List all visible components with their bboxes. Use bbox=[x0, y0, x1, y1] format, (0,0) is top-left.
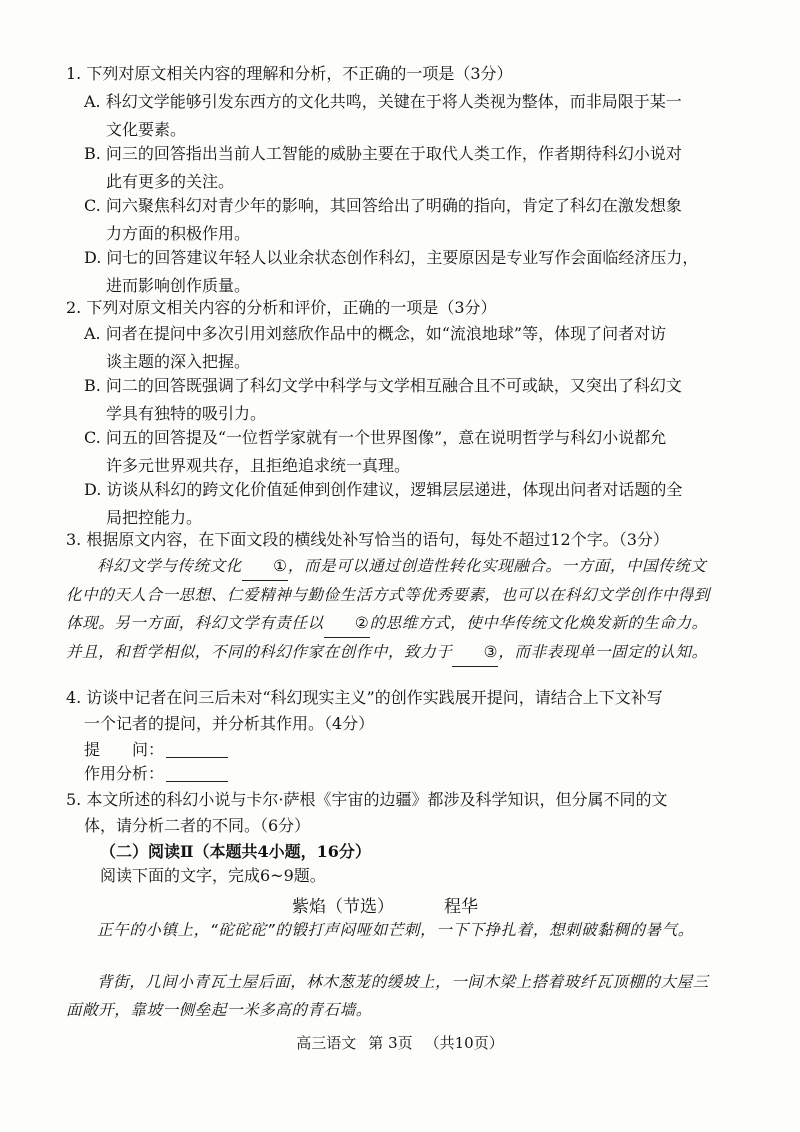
q2-option-d-line1: D. 访谈从科幻的跨文化价值延伸到创作建议，逻辑层层递进，体现出问者对话题的全 bbox=[84, 480, 683, 499]
q1-option-d-line2: 进而影响创作质量。 bbox=[106, 276, 251, 295]
q4-ask-label: 提 问： bbox=[84, 740, 165, 759]
q4-stem-line1: 4. 访谈中记者在问三后未对“科幻现实主义”的创作实践展开提问，请结合上下文补写 bbox=[66, 688, 663, 707]
q3-passage bbox=[66, 552, 721, 667]
footer-page: 第 3页 bbox=[368, 1034, 413, 1052]
q1-option-b-line2: 此有更多的关注。 bbox=[106, 172, 235, 191]
q1-option-d bbox=[84, 244, 724, 300]
q2-option-c bbox=[84, 424, 724, 480]
q2-option-b-line1: B. 问二的回答既强调了科幻文学中科学与文学相互融合且不可或缺，又突出了科幻文 bbox=[84, 376, 682, 395]
q3-passage-part3: 的思维方式，使中华传统文化焕发新的生命力。并且，和哲学相似，不同的科幻作家在创作中，致力于 bbox=[66, 614, 708, 661]
q2-option-c-line1: C. 问五的回答提及“一位哲学家就有一个世界图像”，意在说明哲学与科幻小说都允 bbox=[84, 428, 667, 447]
q4-effect-answer-line bbox=[166, 781, 228, 782]
q2-option-c-line2: 许多元世界观共存，且拒绝追求统一真理。 bbox=[106, 456, 411, 475]
q4-ask-row bbox=[84, 738, 228, 762]
page-footer bbox=[0, 1032, 800, 1053]
q2-option-a bbox=[84, 320, 724, 376]
section-instruction: 阅读下面的文字，完成6~9题。 bbox=[100, 866, 326, 885]
q1-option-a bbox=[84, 88, 724, 144]
q2-option-b-line2: 学具有独特的吸引力。 bbox=[106, 404, 267, 423]
q3-blank-1: ① bbox=[242, 552, 288, 581]
passage-paragraph-2: 背街，几间小青瓦土屋后面，林木葱茏的缓坡上，一间木梁上搭着玻纤瓦顶棚的大屋三面敞开，靠坡一侧垒起一米多高的青石墙。 bbox=[66, 973, 709, 1019]
passage-title: 紫焰（节选） bbox=[292, 897, 394, 917]
q3-blank-2: ② bbox=[324, 609, 370, 638]
q3-passage-part2: ，而是可以通过创造性转化实现融合。一方面，中国传统文化中的天人合一思想、仁爱精神与勤俭生活方式等优秀要素，也可以在科幻文学创作中得到体现。另一方面，科幻文学有责任以 bbox=[66, 557, 711, 632]
q1-option-d-line1: D. 问七的回答建议年轻人以业余状态创作科幻，主要原因是专业写作会面临经济压力， bbox=[84, 248, 699, 267]
q3-blank-3: ③ bbox=[452, 638, 498, 667]
passage-author: 程华 bbox=[444, 897, 478, 917]
q2-option-d bbox=[84, 476, 724, 532]
q4-effect-row bbox=[84, 762, 228, 786]
q4-effect-label: 作用分析： bbox=[84, 764, 165, 783]
q2-option-a-line2: 谈主题的深入把握。 bbox=[106, 352, 251, 371]
q1-option-b-line1: B. 问三的回答指出当前人工智能的威胁主要在于取代人类工作，作者期待科幻小说对 bbox=[84, 144, 682, 163]
q3-passage-part4: ，而非表现单一固定的认知。 bbox=[498, 643, 708, 661]
q1-option-c-line1: C. 问六聚焦科幻对青少年的影响，其回答给出了明确的指向，肯定了科幻在激发想象 bbox=[84, 196, 682, 215]
q1-option-a-line2: 文化要素。 bbox=[106, 120, 187, 139]
q3-passage-part1: 科幻文学与传统文化 bbox=[97, 557, 242, 575]
q1-option-a-line1: A. 科幻文学能够引发东西方的文化共鸣，关键在于将人类视为整体，而非局限于某一 bbox=[84, 92, 682, 111]
footer-total: （共10页） bbox=[424, 1034, 504, 1052]
q1-stem: 1. 下列对原文相关内容的理解和分析，不正确的一项是（3分） bbox=[66, 64, 513, 83]
q4-stem-line2: 一个记者的提问，并分析其作用。（4分） bbox=[84, 714, 375, 733]
section-heading: （二）阅读Ⅱ（本题共4小题，16分） bbox=[100, 842, 371, 861]
q2-option-d-line2: 局把控能力。 bbox=[106, 508, 203, 527]
q1-option-c-line2: 力方面的积极作用。 bbox=[106, 224, 251, 243]
q2-option-a-line1: A. 问者在提问中多次引用刘慈欣作品中的概念，如“流浪地球”等，体现了问者对访 bbox=[84, 324, 667, 343]
q1-option-b bbox=[84, 140, 724, 196]
q5-stem-line2: 体，请分析二者的不同。（6分） bbox=[84, 816, 311, 835]
q5-stem-line1: 5. 本文所述的科幻小说与卡尔·萨根《宇宙的边疆》都涉及科学知识，但分属不同的文 bbox=[66, 790, 668, 809]
q2-stem: 2. 下列对原文相关内容的分析和评价，正确的一项是（3分） bbox=[66, 298, 497, 317]
footer-subject: 高三语文 bbox=[296, 1034, 357, 1052]
passage-paragraph-1: 正午的小镇上，“砣砣砣”的锻打声闷哑如芒刺，一下下挣扎着，想刺破黏稠的暑气。 bbox=[97, 921, 694, 939]
q1-option-c bbox=[84, 192, 724, 248]
q3-stem: 3. 根据原文内容，在下面文段的横线处补写恰当的语句，每处不超过12个字。（3分） bbox=[66, 530, 669, 549]
q4-ask-answer-line bbox=[166, 757, 228, 758]
q2-option-b bbox=[84, 372, 724, 428]
